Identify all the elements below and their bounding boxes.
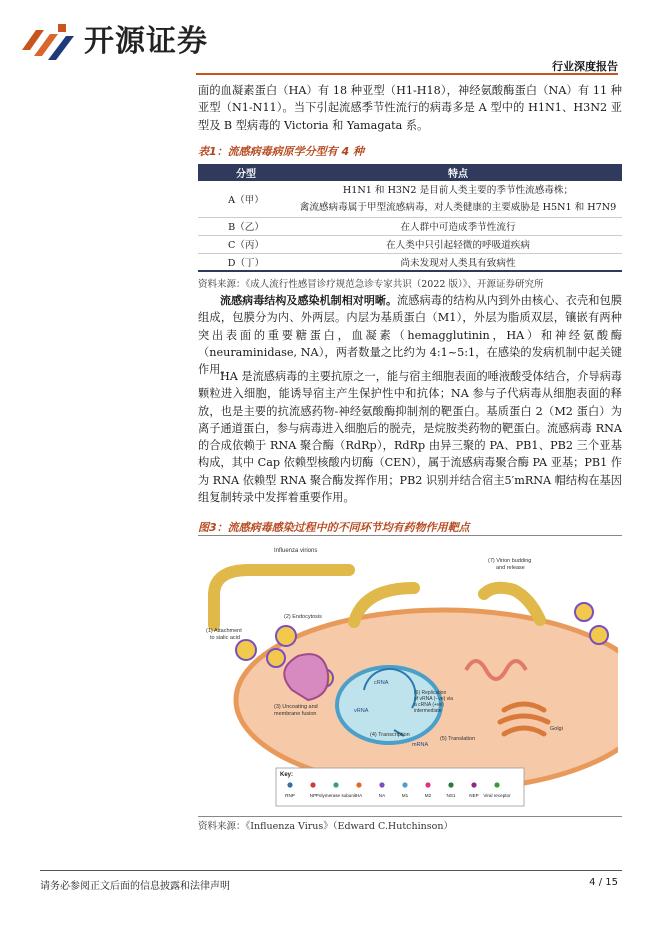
label-crna: cRNA (374, 680, 389, 686)
legend-title: Key: (280, 772, 294, 778)
table1-caption: 表1：流感病毒病原学分型有 4 种 (198, 145, 364, 158)
table-cell-feature: 尚未发现对人类具有致病性 (294, 253, 622, 271)
legend-label: NS1 (446, 793, 456, 798)
table-cell-feature: 在人群中可造成季节性流行 (294, 217, 622, 235)
figure3-source-wrap (198, 818, 622, 832)
legend-symbol (356, 782, 361, 787)
legend-symbol (402, 782, 407, 787)
legend-label: HA (355, 793, 363, 798)
figure3-caption: 图3：流感病毒感染过程中的不同环节均有药物作用靶点 (198, 521, 470, 534)
legend-symbol (448, 782, 453, 787)
label-mrna: mRNA (412, 742, 429, 748)
legend-symbol (425, 782, 430, 787)
legend-symbol (471, 782, 476, 787)
label-step7: (7) Virion budding and release (488, 558, 532, 571)
legend-label: M2 (424, 793, 432, 798)
table-header-cell: 分型 (198, 164, 294, 181)
kysec-logo-icon (18, 20, 80, 64)
legend-label: M1 (401, 793, 409, 798)
label-step5: (5) Translation (440, 736, 476, 742)
report-type-label: 行业深度报告 (552, 60, 618, 73)
table-row (198, 217, 622, 235)
table1-section (198, 143, 622, 290)
legend-label: NEP (469, 793, 479, 798)
label-step2: (2) Endocytosis (284, 614, 322, 620)
paragraph-lead: 流感病毒结构及感染机制相对明晰。 (220, 294, 398, 307)
label-step4: (4) Transcription (370, 732, 410, 738)
legend-symbol (310, 782, 315, 787)
legend-label: Viral receptor (483, 793, 511, 798)
table-cell-type: D（丁） (198, 253, 294, 271)
table-cell-type: B（乙） (198, 217, 294, 235)
feature-line: 禽流感病毒属于甲型流感病毒，对人类健康的主要威胁是 H5N1 和 H7N9 (299, 201, 617, 213)
table1-source: 资料来源：《成人流行性感冒诊疗规范急诊专家共识（2022 版）》、开源证券研究所 (198, 279, 544, 290)
legend-key (276, 768, 524, 806)
table-header-cell: 特点 (294, 164, 622, 181)
label-step3: (3) Uncoating and membrane fusion (274, 704, 318, 717)
paragraph-text: 流感病毒的结构从内到外由核心、衣壳和包膜组成，包膜分为内、外两层。内层为基质蛋白（M1），外层为脂质双层，镶嵌有两种突出表面的重要糖蛋白，血凝素（hemagglutinin，HA）和神经氨酸酶（neuraminidase, NA），两者数量之比约为 4:1~5:1，在感染的发病机制中起关键作用。 (198, 294, 622, 377)
label-step6: (6) Replication of vRNA (−ve) via a cRNA (+ve) intermediate (414, 690, 454, 714)
figure3-caption-wrap (198, 519, 622, 535)
table-cell-type: C（丙） (198, 235, 294, 253)
footer-disclaimer: 请务必参阅正文后面的信息披露和法律声明 (40, 881, 230, 892)
intro-paragraph: 面的血凝素蛋白（HA）有 18 种亚型（H1-H18），神经氨酸酶蛋白（NA）有 11 种亚型（N1-N11）。当下引起流感季节性流行的病毒多是 A 型中的 H1N1、H3N2 亚型及 B 型病毒的 Victoria 和 Yamagata 系。 (198, 84, 622, 132)
label-step1: (1) Attachment to sialic acid (206, 628, 242, 641)
legend-label: Polymerase subunit (315, 793, 357, 798)
header-divider (196, 73, 618, 75)
figure-bottom-rule (198, 816, 622, 817)
company-name: 开源证券 (84, 24, 208, 59)
flu-subtype-table (198, 164, 622, 272)
mechanism-paragraph: HA 是流感病毒的主要抗原之一，能与宿主细胞表面的唾液酸受体结合，介导病毒颗粒进入细胞，能诱导宿主产生保护性中和抗体；NA 参与子代病毒从细胞表面的释放，也是主要的抗流感药物-神经氨酸酶抑制剂的靶蛋白。基质蛋白 2（M2 蛋白）为离子通道蛋白，参与病毒进入细胞后的脱壳，是烷胺类药物的靶蛋白。流感病毒 RNA 的合成依赖于 RNA 聚合酶（RdRp），RdRp 由异三聚的 PA、PB1、PB2 三个亚基构成，其中 Cap 依赖型核酸内切酶（CEN），属于流感病毒聚合酶 PA 亚基；PB1 作为 RNA 依赖型 RNA 聚合酶发挥作用；PB2 识别并结合宿主5′mRNA 帽结构在基因组复制转录中发挥着重要作用。 (198, 370, 622, 505)
company-logo (18, 20, 258, 64)
figure3-source: 资料来源：《Influenza Virus》（Edward C.Hutchinson） (198, 821, 453, 832)
structure-section (198, 292, 622, 378)
influenza-lifecycle-diagram (204, 540, 618, 814)
table-row (198, 253, 622, 271)
table-header-row (198, 164, 622, 181)
table-row (198, 235, 622, 253)
label-golgi: Golgi (550, 726, 563, 732)
footer-divider (40, 870, 622, 871)
legend-symbol (379, 782, 384, 787)
legend-symbol (494, 782, 499, 787)
figure-top-rule (198, 535, 622, 536)
page-number: 4 / 15 (589, 877, 618, 888)
label-vrna: vRNA (354, 708, 369, 714)
table-cell-type: A（甲） (198, 181, 294, 217)
table-cell-feature (294, 181, 622, 217)
feature-line: H1N1 和 H3N2 是目前人类主要的季节性流感毒株； (342, 184, 574, 196)
table-cell-feature: 在人类中只引起轻微的呼吸道疾病 (294, 235, 622, 253)
legend-symbol (333, 782, 338, 787)
intro-section (198, 82, 622, 134)
legend-label: NP (309, 793, 317, 798)
table-row (198, 181, 622, 217)
legend-label: RNP (285, 793, 295, 798)
label-virions: Influenza virions (274, 548, 318, 554)
mechanism-section (198, 368, 622, 506)
legend-symbol (287, 782, 292, 787)
structure-paragraph (198, 292, 622, 378)
legend-label: NA (378, 793, 386, 798)
